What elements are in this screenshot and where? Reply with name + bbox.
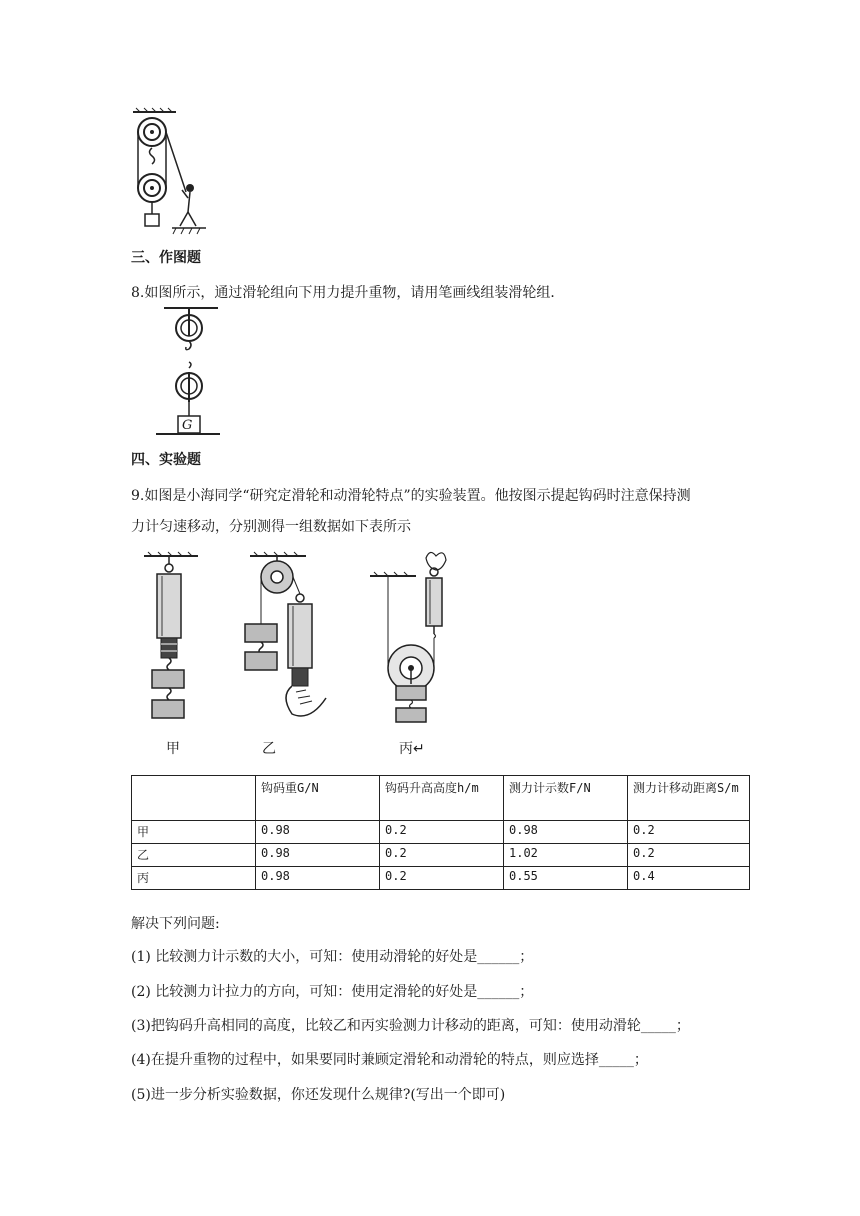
table-cell: 0.2	[380, 844, 504, 867]
table-row	[132, 844, 750, 867]
section-heading-drawing: 三、作图题	[131, 250, 201, 266]
caption-yi: 乙	[262, 741, 276, 757]
caption-bing: 丙↵	[399, 741, 425, 757]
question-8-text: 8.如图所示，通过滑轮组向下用力提升重物，请用笔画线组装滑轮组．	[131, 285, 565, 301]
experiment-data-table	[131, 775, 750, 890]
table-header-cell: 测力计示数F/N	[504, 776, 628, 821]
table-cell: 0.98	[256, 844, 380, 867]
question-9-intro-line2: 力计匀速移动，分别测得一组数据如下表所示	[131, 519, 411, 535]
table-cell: 1.02	[504, 844, 628, 867]
weight-label: G	[182, 418, 193, 433]
sub-question-1: (1) 比较测力计示数的大小，可知：使用动滑轮的好处是______；	[131, 949, 534, 965]
table-cell: 0.2	[380, 867, 504, 890]
apparatus-bing-figure	[370, 550, 470, 725]
table-cell: 乙	[132, 844, 256, 867]
table-header-cell: 测力计移动距离S/m	[628, 776, 750, 821]
caption-jia: 甲	[166, 741, 180, 757]
table-cell: 丙	[132, 867, 256, 890]
question-9-intro-line1: 9.如图是小海同学“研究定滑轮和动滑轮特点”的实验装置。他按图示提起钩码时注意保持测	[131, 488, 691, 504]
table-cell: 0.2	[628, 844, 750, 867]
table-cell: 0.98	[256, 867, 380, 890]
sub-question-5: (5)进一步分析实验数据，你还发现什么规律?(写出一个即可)	[131, 1087, 506, 1103]
solve-prompt: 解决下列问题:	[131, 916, 220, 932]
pulley-person-figure	[128, 108, 218, 238]
table-cell: 0.98	[256, 821, 380, 844]
table-cell: 甲	[132, 821, 256, 844]
apparatus-yi-figure	[240, 552, 340, 727]
table-cell: 0.2	[628, 821, 750, 844]
section-heading-experiment: 四、实验题	[131, 452, 201, 468]
sub-question-2: (2) 比较测力计拉力的方向，可知：使用定滑轮的好处是______；	[131, 984, 534, 1000]
table-cell: 0.98	[504, 821, 628, 844]
table-header-cell: 钩码升高高度h/m	[380, 776, 504, 821]
table-header-cell: 钩码重G/N	[256, 776, 380, 821]
table-header-cell	[132, 776, 256, 821]
sub-question-4: (4)在提升重物的过程中，如果要同时兼顾定滑轮和动滑轮的特点，则应选择_____；	[131, 1052, 648, 1068]
table-header-row	[132, 776, 750, 821]
apparatus-jia-figure	[142, 552, 202, 727]
table-row	[132, 821, 750, 844]
sub-question-3: (3)把钩码升高相同的高度，比较乙和丙实验测力计移动的距离，可知：使用动滑轮_____；	[131, 1018, 690, 1034]
table-cell: 0.4	[628, 867, 750, 890]
table-row	[132, 867, 750, 890]
table-cell: 0.55	[504, 867, 628, 890]
table-cell: 0.2	[380, 821, 504, 844]
